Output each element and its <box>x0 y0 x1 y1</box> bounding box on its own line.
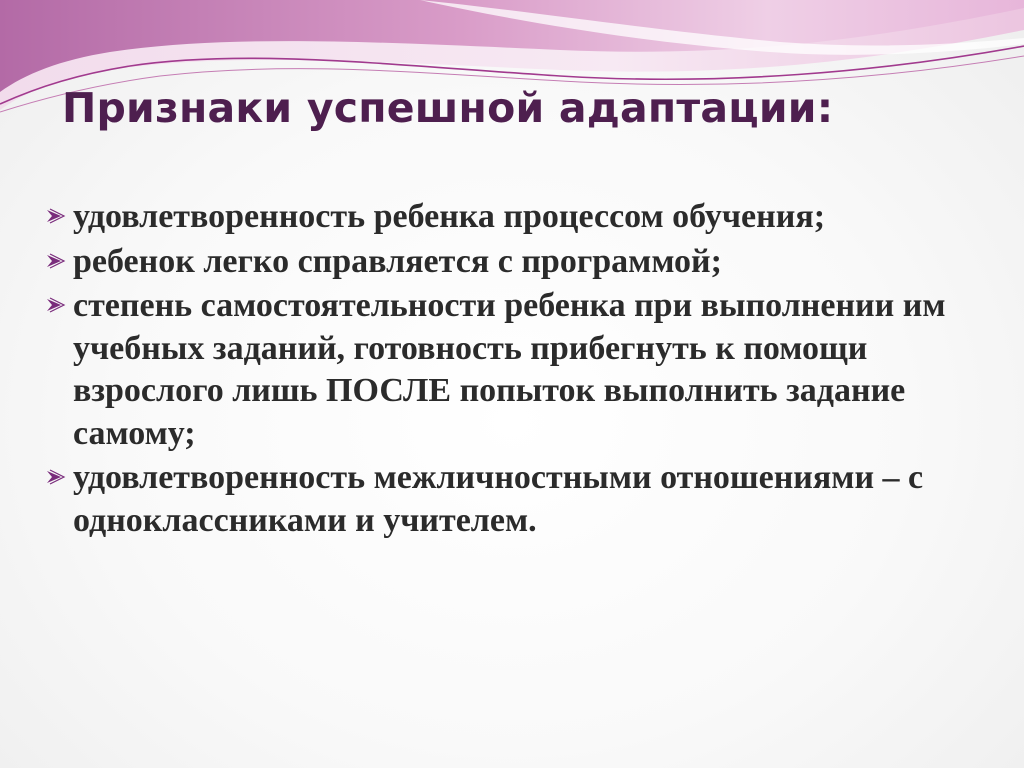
bullet-text: удовлетворенность ребенка процессом обучения; <box>73 198 826 235</box>
bullet-text: степень самостоятельности ребенка при выполнении им учебных заданий, готовность прибегнуть к помощи взрослого лишь ПОСЛЕ попыток выполнить задание самому; <box>73 287 946 452</box>
arrow-bullet-icon <box>44 205 66 227</box>
bullet-list <box>44 196 964 544</box>
arrow-bullet-icon <box>44 466 66 488</box>
bullet-item <box>44 285 964 455</box>
bullet-item <box>44 457 964 542</box>
slide-title: Признаки успешной адаптации: <box>62 84 834 132</box>
bullet-text: ребенок легко справляется с программой; <box>73 242 722 280</box>
arrow-bullet-icon <box>44 294 66 316</box>
bullet-text: удовлетворенность межличностными отношениями – с одноклассниками и учителем. <box>73 459 924 539</box>
bullet-item <box>44 241 964 284</box>
bullet-item <box>44 196 964 239</box>
arrow-bullet-icon <box>44 250 66 272</box>
